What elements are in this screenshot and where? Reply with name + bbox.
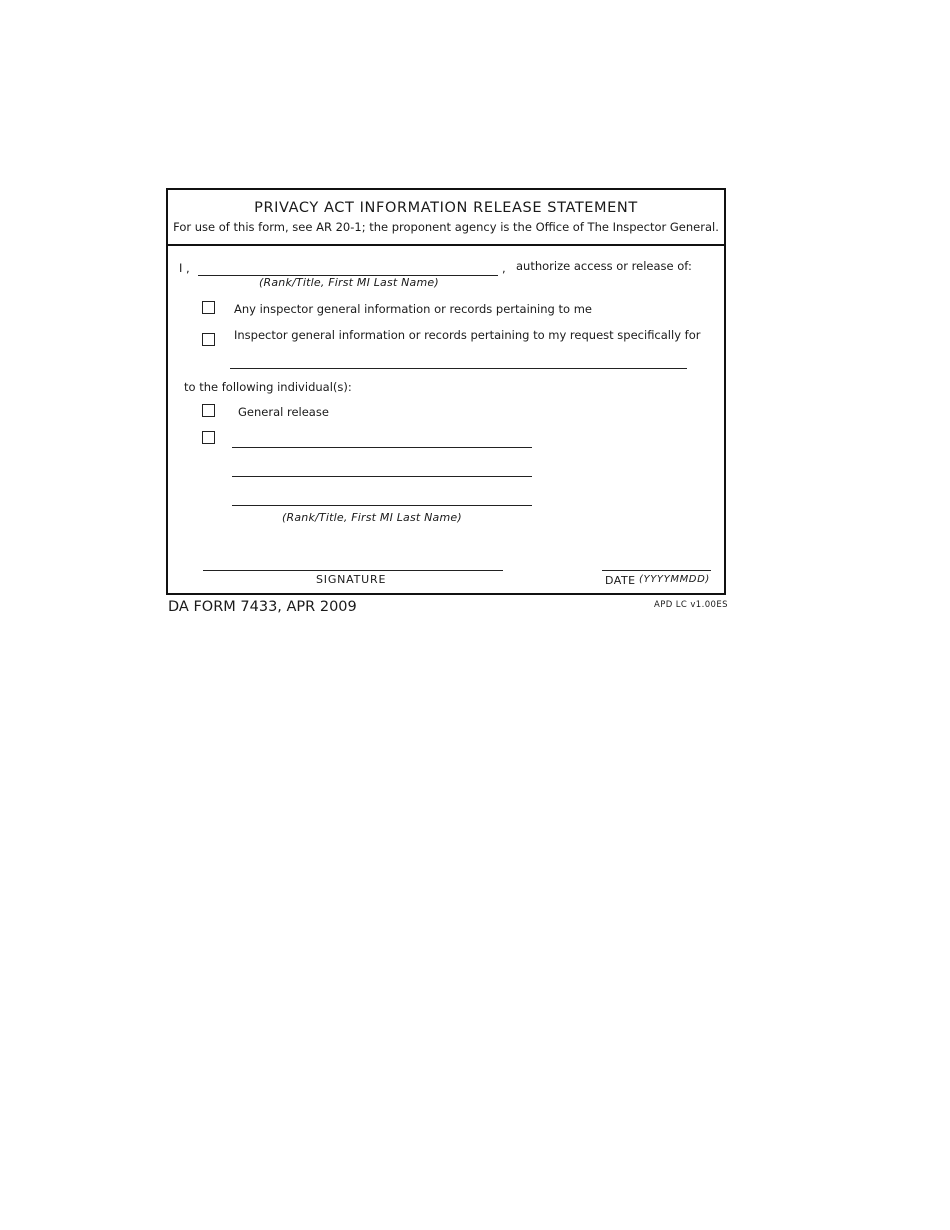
form-title: PRIVACY ACT INFORMATION RELEASE STATEMENT <box>254 200 638 216</box>
specific-request-checkbox[interactable] <box>202 333 215 346</box>
signature-line[interactable] <box>203 570 503 571</box>
individual-name-field-3[interactable] <box>232 487 532 505</box>
form-version: APD LC v1.00ES <box>654 600 728 610</box>
any-records-checkbox[interactable] <box>202 301 215 314</box>
named-individuals-checkbox[interactable] <box>202 431 215 444</box>
individuals-label: to the following individual(s): <box>184 380 352 394</box>
any-records-label: Any inspector general information or records pertaining to me <box>234 302 592 316</box>
specific-request-field[interactable] <box>230 350 687 368</box>
individual-name-underline-2 <box>232 476 532 477</box>
name-comma: , <box>502 261 506 275</box>
form-subtitle: For use of this form, see AR 20-1; the proponent agency is the Office of The Inspector General. <box>173 220 719 234</box>
name-field[interactable] <box>198 256 498 274</box>
individual-name-field-1[interactable] <box>232 429 532 447</box>
specific-request-label: Inspector general information or records pertaining to my request specifically for <box>234 328 701 342</box>
authorize-text: authorize access or release of: <box>516 259 692 273</box>
signature-label: SIGNATURE <box>316 573 387 586</box>
release-statement-form <box>166 188 726 595</box>
individual-name-underline-1 <box>232 447 532 448</box>
general-release-label: General release <box>238 405 329 419</box>
name-caption: (Rank/Title, First MI Last Name) <box>259 276 439 289</box>
general-release-checkbox[interactable] <box>202 404 215 417</box>
specific-request-underline <box>230 368 687 369</box>
date-label: DATE <box>605 574 636 587</box>
individual-name-underline-3 <box>232 505 532 506</box>
date-line[interactable] <box>602 570 711 571</box>
i-label: I , <box>179 261 190 275</box>
form-header <box>168 190 724 246</box>
individuals-caption: (Rank/Title, First MI Last Name) <box>282 511 462 524</box>
form-number: DA FORM 7433, APR 2009 <box>168 599 357 615</box>
individual-name-field-2[interactable] <box>232 458 532 476</box>
date-format-hint: (YYYYMMDD) <box>639 574 710 585</box>
